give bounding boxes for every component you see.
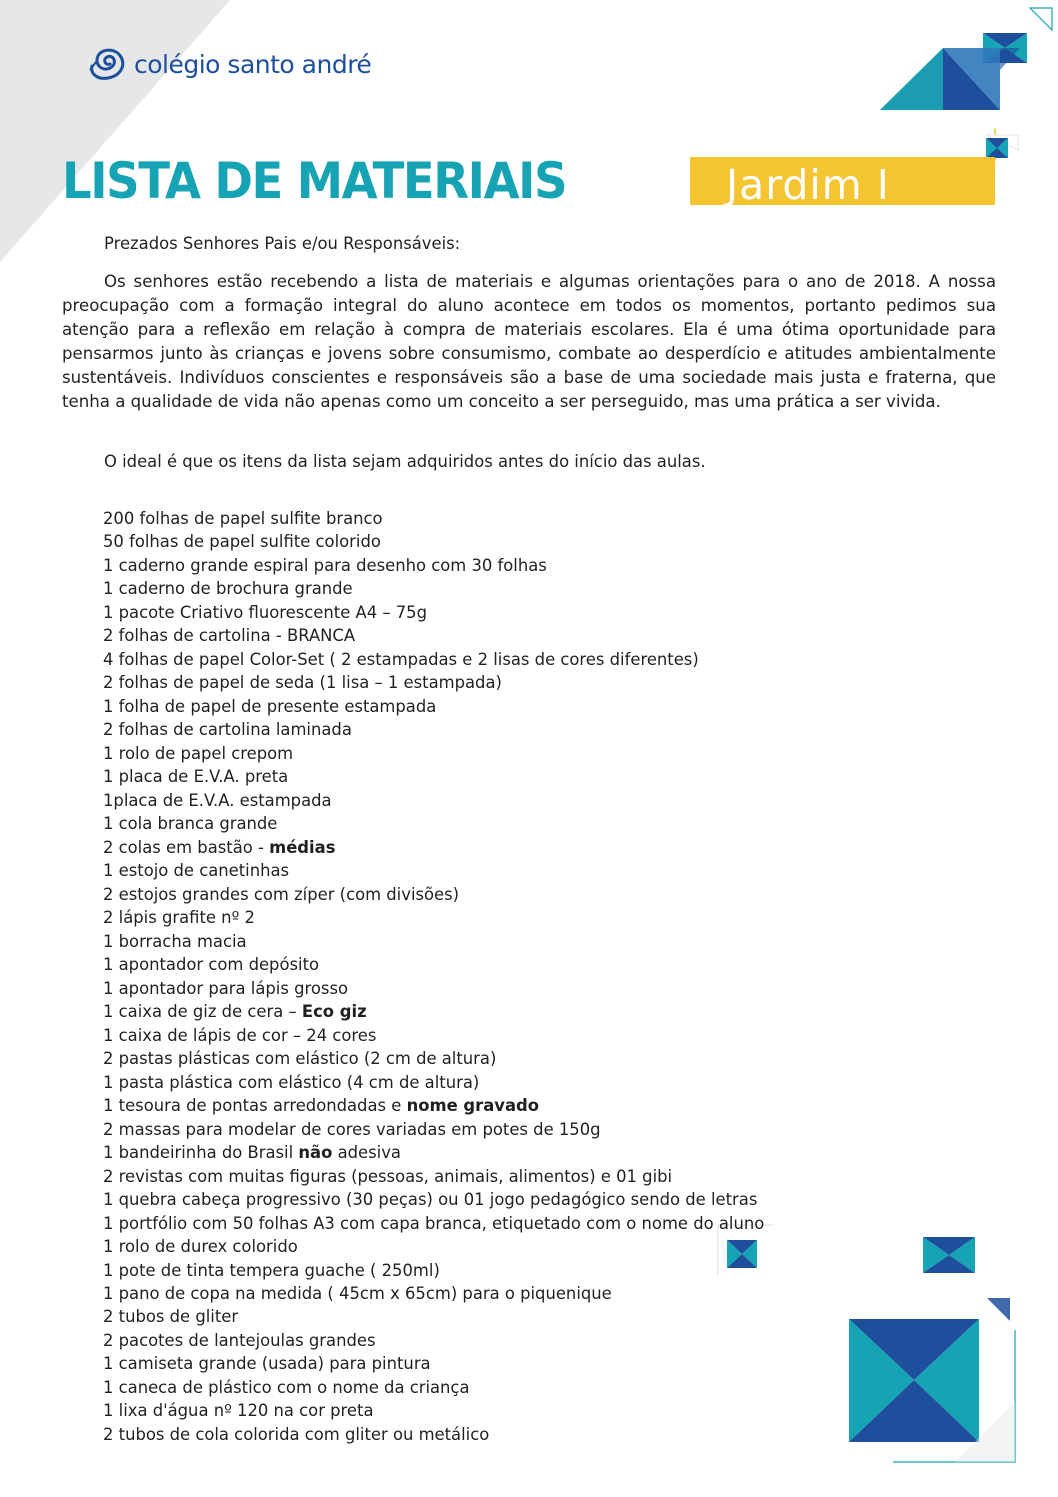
list-item-text: 2 pacotes de lantejoulas grandes	[103, 1330, 376, 1350]
intro-paragraph: Os senhores estão recebendo a lista de materiais e algumas orientações para o ano de 2018. A nossa preocupação com a formação integral do aluno acontece em todos os momentos, portanto pedimos sua atenção para a reflexão em relação à compra de materiais escolares. Ela é uma ótima oportunidade para pensarmos junto às crianças e jovens sobre consumismo, combate ao desperdício e atitudes ambientalmente sustentáveis. Indivíduos conscientes e responsáveis são a base de uma sociedade mais justa e fraterna, que tenha a qualidade de vida não apenas como um conceito a ser perseguido, mas uma prática a ser vivida.	[62, 272, 996, 411]
list-item	[103, 601, 764, 624]
list-item-text: 1 caderno grande espiral para desenho com 30 folhas	[103, 555, 547, 575]
list-item	[103, 695, 764, 718]
list-item	[103, 953, 764, 976]
list-item-text: 2 colas em bastão -	[103, 837, 270, 857]
list-item	[103, 718, 764, 741]
list-item	[103, 1305, 764, 1328]
list-item	[103, 1118, 764, 1141]
list-item	[103, 742, 764, 765]
list-item	[103, 1259, 764, 1282]
list-item	[103, 648, 764, 671]
list-item	[103, 1399, 764, 1422]
list-item	[103, 1212, 764, 1235]
list-item-text: 1 estojo de canetinhas	[103, 861, 290, 881]
list-item	[103, 836, 764, 859]
materials-list	[103, 507, 764, 1446]
list-item-text: 1 pasta plástica com elástico (4 cm de altura)	[103, 1072, 480, 1092]
list-item-text: 2 estojos grandes com zíper (com divisões)	[103, 884, 460, 904]
list-item-text: 1 apontador com depósito	[103, 955, 320, 975]
list-item	[103, 906, 764, 929]
list-item	[103, 1329, 764, 1352]
list-item-text: 1placa de E.V.A. estampada	[103, 790, 332, 810]
list-item	[103, 1352, 764, 1375]
list-item-text: 1 caneca de plástico com o nome da criança	[103, 1377, 470, 1397]
list-item-text: 1 folha de papel de presente estampada	[103, 696, 437, 716]
list-item-text-after: adesiva	[332, 1143, 401, 1163]
grade-badge-label: Jardim I	[726, 161, 890, 209]
list-item	[103, 1071, 764, 1094]
list-item	[103, 859, 764, 882]
list-item	[103, 1047, 764, 1070]
list-item	[103, 789, 764, 812]
logo-text: colégio santo andré	[134, 49, 372, 79]
list-item-emphasis: Eco giz	[301, 1002, 367, 1022]
list-item	[103, 530, 764, 553]
list-item-text: 1 quebra cabeça progressivo (30 peças) ou 01 jogo pedagógico sendo de letras	[103, 1190, 758, 1210]
list-item-emphasis: médias	[269, 837, 336, 857]
list-item	[103, 1235, 764, 1258]
list-item-text: 1 cola branca grande	[103, 814, 278, 834]
list-item-text: 1 apontador para lápis grosso	[103, 978, 349, 998]
list-item-text: 200 folhas de papel sulfite branco	[103, 509, 383, 528]
bottom-right-geometric-decoration	[715, 1222, 1058, 1497]
list-item-text: 1 pano de copa na medida ( 45cm x 65cm) para o piquenique	[103, 1283, 612, 1303]
list-item	[103, 1141, 764, 1164]
list-item	[103, 1423, 764, 1446]
list-item	[103, 671, 764, 694]
list-item	[103, 977, 764, 1000]
list-item-text: 2 folhas de cartolina - BRANCA	[103, 626, 356, 646]
list-item	[103, 765, 764, 788]
ideal-note: O ideal é que os itens da lista sejam adquiridos antes do início das aulas.	[104, 452, 706, 471]
list-item-text: 1 caixa de giz de cera –	[103, 1002, 302, 1022]
list-item-text: 4 folhas de papel Color-Set ( 2 estampadas e 2 lisas de cores diferentes)	[103, 649, 699, 669]
list-item-text: 1 pacote Criativo fluorescente A4 – 75g	[103, 602, 428, 622]
list-item	[103, 1165, 764, 1188]
list-item-text: 2 tubos de cola colorida com gliter ou metálico	[103, 1424, 490, 1444]
list-item-text: 1 rolo de papel crepom	[103, 743, 294, 763]
list-item	[103, 1000, 764, 1023]
list-item-text: 1 pote de tinta tempera guache ( 250ml)	[103, 1260, 440, 1280]
list-item	[103, 507, 764, 530]
school-logo	[88, 44, 371, 84]
list-item-text: 1 tesoura de pontas arredondadas e	[103, 1096, 407, 1116]
greeting: Prezados Senhores Pais e/ou Responsáveis:	[104, 234, 461, 253]
list-item-text: 1 caixa de lápis de cor – 24 cores	[103, 1025, 377, 1045]
list-item-text: 2 folhas de papel de seda (1 lisa – 1 estampada)	[103, 673, 502, 693]
list-item	[103, 624, 764, 647]
list-item-text: 1 rolo de durex colorido	[103, 1237, 298, 1257]
list-item-text: 2 pastas plásticas com elástico (2 cm de altura)	[103, 1049, 497, 1069]
corner-triangle-decoration	[0, 0, 230, 262]
list-item-text: 1 caderno de brochura grande	[103, 579, 353, 599]
list-item-text: 1 lixa d'água nº 120 na cor preta	[103, 1401, 374, 1421]
list-item-text: 1 bandeirinha do Brasil	[103, 1143, 299, 1163]
list-item-emphasis: não	[298, 1143, 333, 1163]
grade-badge	[690, 157, 995, 209]
list-item	[103, 554, 764, 577]
list-item-text: 2 revistas com muitas figuras (pessoas, animais, alimentos) e 01 gibi	[103, 1166, 673, 1186]
list-item-emphasis: nome gravado	[406, 1096, 540, 1116]
swirl-logo-icon	[88, 44, 132, 84]
list-item	[103, 883, 764, 906]
list-item-text: 1 camiseta grande (usada) para pintura	[103, 1354, 431, 1374]
list-item	[103, 1094, 764, 1117]
list-item-text: 1 placa de E.V.A. preta	[103, 767, 289, 787]
list-item	[103, 1024, 764, 1047]
title-main: LISTA DE MATERIAIS	[62, 152, 567, 210]
list-item-text: 2 lápis grafite nº 2	[103, 908, 255, 928]
list-item	[103, 1188, 764, 1211]
list-item	[103, 930, 764, 953]
list-item-text: 2 folhas de cartolina laminada	[103, 720, 352, 740]
list-item-text: 2 tubos de gliter	[103, 1307, 239, 1327]
list-item-text: 1 portfólio com 50 folhas A3 com capa branca, etiquetado com o nome do aluno	[103, 1213, 765, 1233]
list-item	[103, 1282, 764, 1305]
list-item-text: 2 massas para modelar de cores variadas em potes de 150g	[103, 1119, 601, 1139]
list-item	[103, 1376, 764, 1399]
list-item-text: 50 folhas de papel sulfite colorido	[103, 532, 381, 552]
list-item	[103, 577, 764, 600]
list-item	[103, 812, 764, 835]
top-right-geometric-decoration	[880, 0, 1058, 170]
list-item-text: 1 borracha macia	[103, 931, 247, 951]
